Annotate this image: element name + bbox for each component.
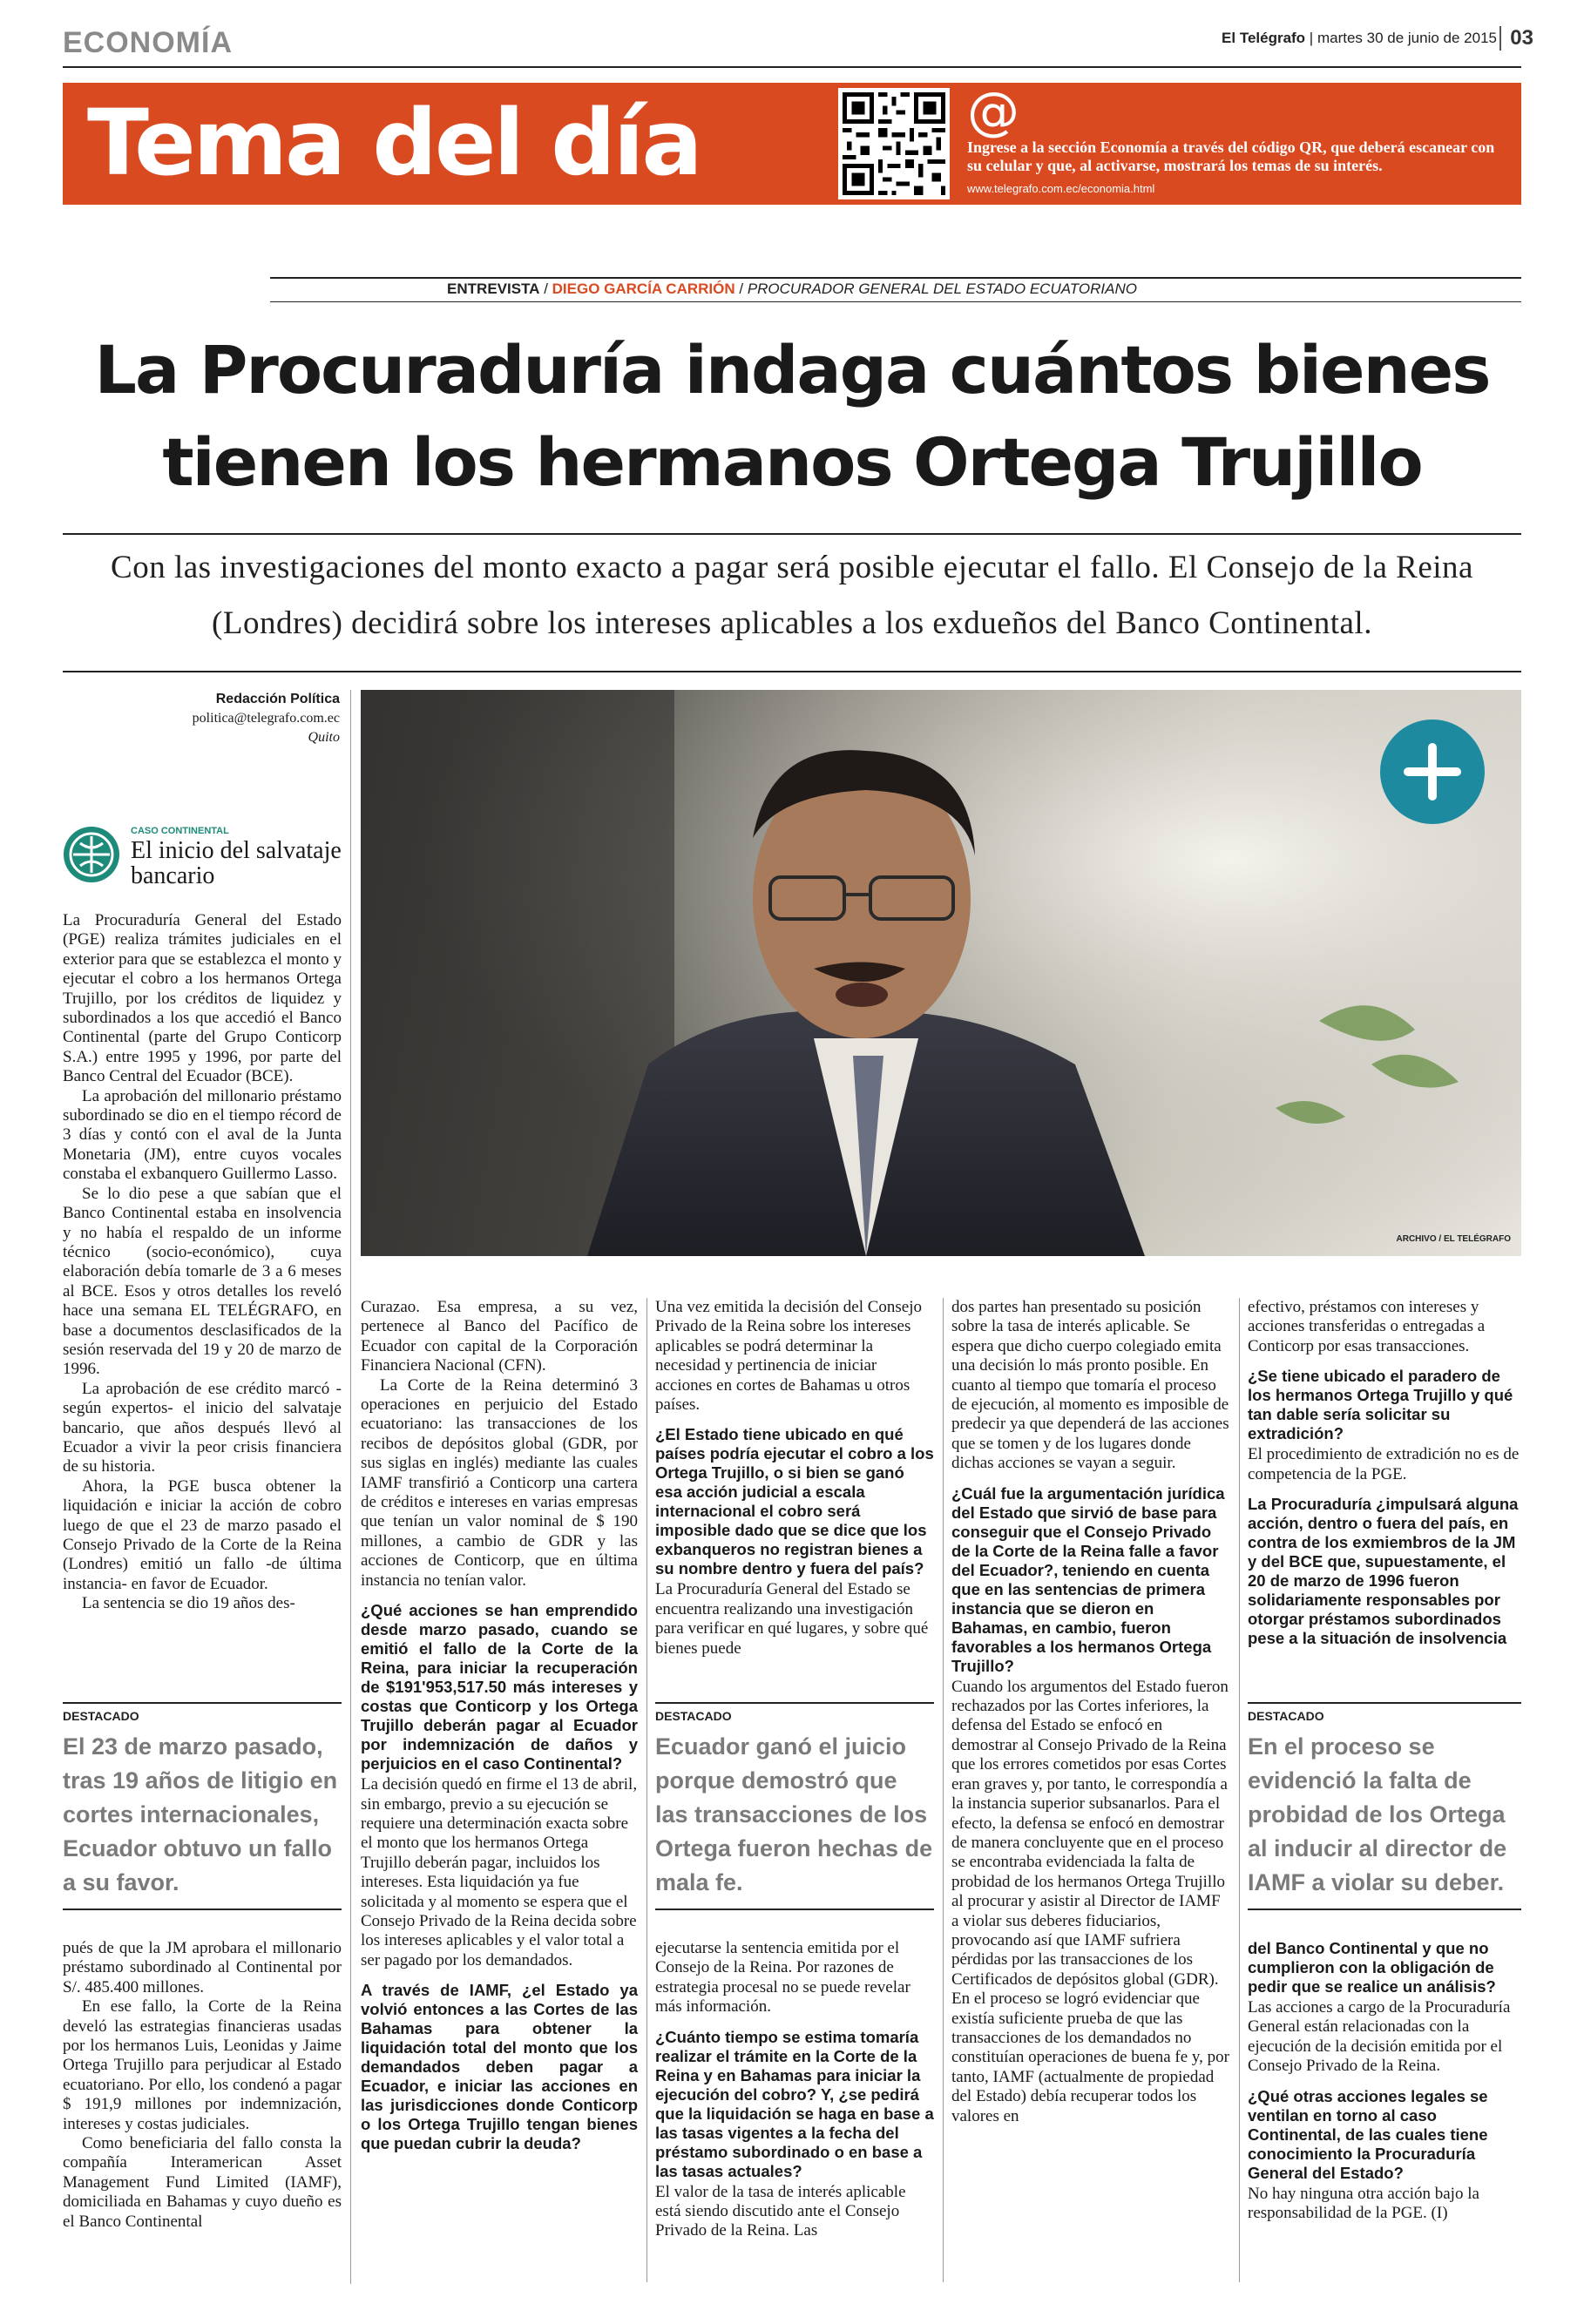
sidebar-kicker: CASO CONTINENTAL <box>131 826 229 836</box>
banner-title: Tema del día <box>87 90 701 196</box>
col1-paragraph: Ahora, la PGE busca obtener la liquidación e iniciar la acción de cobro luego de que el 23 de marzo pasado el Consejo Privado de la Corte de la Reina (Londres) emitió un fallo -de última instancia- en favor de Ecuador. <box>63 1476 342 1593</box>
col5-answer: No hay ninguna otra acción bajo la responsabilidad de la PGE. (I) <box>1248 2184 1479 2223</box>
interview-photo <box>361 690 1521 1256</box>
paper-info: El Telégrafo | martes 30 de junio de 2015 <box>1222 30 1497 46</box>
col1-paragraph: Como beneficiaria del fallo consta la compañía Interamerican Asset Management Fund Limited (IAMF), domiciliada en Bahamas y cuyo dueño es el Banco Continental <box>63 2134 342 2231</box>
photo-credit: ARCHIVO / EL TELÉGRAFO <box>1396 1234 1511 1244</box>
col3-question: ¿El Estado tiene ubicado en qué países podría ejecutar el cobro a los Ortega Trujillo, o si bien se ganó esa acción judicial a escala internacional el cobro será imposible dado que se dice que los exbanqueros no registran bienes a su nombre dentro y fuera del país? <box>655 1425 934 1578</box>
col5-answer: El procedimiento de extradición no es de competencia de la PGE. <box>1248 1445 1520 1483</box>
col1-paragraph: Se lo dio pese a que sabían que el Banco Continental estaba en insolvencia y no había el respaldo de un informe técnico (socio-económico), cuya elaboración debía tomarle de 3 a 6 meses al BCE. Esos y otros detalles los reveló hace una semana EL TELÉGRAFO, en base a documentos desclasificados de la sesión reservada del 19 y 20 de marzo de 1996. <box>63 1184 342 1379</box>
column-divider <box>350 690 351 2284</box>
col1-paragraph: En ese fallo, la Corte de la Reina develó las estrategias financieras usadas por los hermanos Luis, Leonidas y Jaime Ortega Trujillo para perjudicar al Estado ecuatoriano. Por ello, los condenó a pagar $ 191,9 millones por indemnización, intereses y costas judiciales. <box>63 1997 342 2133</box>
col5-question: ¿Qué otras acciones legales se ventilan en torno al caso Continental, de las cuales tiene conocimiento la Procuraduría General del Estado? <box>1248 2086 1488 2182</box>
pull-quote-rule <box>63 1909 342 1910</box>
col3-answer: ejecutarse la sentencia emitida por el Consejo de la Reina. Por razones de estrategia procesal no se puede revelar más información. <box>655 1939 910 2017</box>
plus-button[interactable] <box>1380 719 1485 824</box>
col5-question: del Banco Continental y que no cumplieron con la obligación de pedir que se realice un análisis? <box>1248 1939 1496 1996</box>
banner-text: Ingrese a la sección Economía a través del código QR, que deberá escanear con su celular y que, al activarse, mostrará los temas de su interés. <box>967 138 1495 174</box>
pull-quote-rule <box>655 1909 934 1910</box>
kicker-type: ENTREVISTA <box>447 280 540 297</box>
col5-paragraph: efectivo, préstamos con intereses y acciones transferidas o entregadas a Conticorp por esas transacciones. <box>1248 1298 1486 1355</box>
column-4 <box>951 1298 1230 2126</box>
sidebar-title: El inicio del salvataje bancario <box>131 837 342 889</box>
pull-quote-rule <box>1248 1909 1521 1910</box>
col2-paragraph: Curazao. Esa empresa, a su vez, pertenece al Banco del Pacífico de Ecuador con capital de la Corporación Financiera Nacional (CFN). <box>361 1298 638 1375</box>
pull-quote-text: En el proceso se evidenció la falta de probidad de los Ortega al inducir al director de IAMF a violar su deber. <box>1248 1733 1507 1895</box>
byline <box>63 690 340 747</box>
kicker-rule-bottom <box>270 301 1521 302</box>
kicker-rule-top <box>270 277 1521 279</box>
column-5 <box>1248 1298 1521 1650</box>
col3-paragraph: Una vez emitida la decisión del Consejo Privado de la Reina sobre los intereses aplicables se podrá determinar la necesidad y pertinencia de iniciar acciones en cortes de Bahamas u otros países. <box>655 1298 923 1415</box>
col4-paragraph: dos partes han presentado su posición sobre la tasa de interés aplicable. Se espera que dicho cuerpo colegiado emita una decisión lo más pronto posible. En cuanto al tiempo que tomaría el proceso de ejecución, al momento es imposible de predecir ya que dependerá de las acciones que se tomen y de los lugares donde dichas acciones se vayan a seguir. <box>951 1298 1229 1473</box>
kicker: ENTREVISTA / DIEGO GARCÍA CARRIÓN / PROCURADOR GENERAL DEL ESTADO ECUATORIANO <box>447 280 1137 297</box>
col3-answer: La Procuraduría General del Estado se encuentra realizando una investigación para verificar en qué lugares, y sobre qué bienes puede <box>655 1580 929 1658</box>
page-number: 03 <box>1499 26 1533 51</box>
dek <box>63 540 1521 652</box>
col5-question: ¿Se tiene ubicado el paradero de los hermanos Ortega Trujillo y qué tan dable sería solicitar su extradición? <box>1248 1367 1513 1443</box>
col1-paragraph: pués de que la JM aprobara el millonario préstamo subordinado al Continental por S/. 485.400 millones. <box>63 1939 342 1996</box>
column-rule <box>1239 1298 1240 2282</box>
col2-question: A través de IAMF, ¿el Estado ya volvió entonces a las Cortes de las Bahamas para obtener la liquidación total del monto que los demandados deben pagar a Ecuador, e iniciar las acciones en las jurisdicciones donde Conticorp o los Ortega Trujillo tengan bienes que puedan cubrir la deuda? <box>361 1981 638 2153</box>
headline <box>63 324 1521 509</box>
column-rule <box>943 1298 944 2282</box>
column-1-continued <box>63 1939 342 2232</box>
headline-line-1: La Procuraduría indaga cuántos bienes <box>94 331 1490 409</box>
section-name: ECONOMÍA <box>63 26 233 59</box>
col1-paragraph: La aprobación del millonario préstamo subordinado se dio en el tiempo récord de 3 días y contó con el aval de la Junta Monetaria (JM), entre cuyos vocales constaba el exbanquero Guillermo Lasso. <box>63 1086 342 1184</box>
col5-question: La Procuraduría ¿impulsará alguna acción, dentro o fuera del país, en contra de los exmiembros de la JM y del BCE que, supuestamente, el 20 de marzo de 1996 fueron solidariamente responsables por otorgar préstamos subordinados pese a la situación de insolvencia <box>1248 1495 1519 1648</box>
pull-quote-text: El 23 de marzo pasado, tras 19 años de litigio en cortes internacionales, Ecuador obtuvo un fallo a su favor. <box>63 1733 338 1895</box>
col5-answer: Las acciones a cargo de la Procuraduría General están relacionadas con la ejecución de la decisión emitida por el Consejo Privado de la Reina. <box>1248 1998 1511 2076</box>
paper-name: El Telégrafo <box>1222 30 1306 46</box>
sidebar-box <box>63 819 342 906</box>
column-3-continued <box>655 1939 934 2241</box>
kicker-person: DIEGO GARCÍA CARRIÓN <box>552 280 735 297</box>
column-2 <box>361 1298 638 2155</box>
col3-question: ¿Cuánto tiempo se estima tomaría realizar el trámite en la Corte de la Reina y en Bahamas para iniciar la ejecución del cobro? Y, ¿se pedirá que la liquidación se haga en base a las tasas vigentes a la fecha del préstamo subordinado o en base a las tasas actuales? <box>655 2027 934 2180</box>
col4-answer: En el proceso se logró evidenciar que existía suficiente prueba de que las transacciones de los demandados no constituían operaciones de buena fe y, por tanto, IAMF (actualmente de propiedad del Estado) debía recuperar todos los valores en <box>951 1990 1230 2125</box>
col2-paragraph: La Corte de la Reina determinó 3 operaciones en perjuicio del Estado ecuatoriano: las transacciones de los recibos de depósitos global (GDR, por sus siglas en inglés) mediante las cuales IAMF transfirió a Conticorp una cartera de créditos e intereses en varias empresas que tenían un valor nominal de $ 190 millones, a cambio de GDR y las acciones de Conticorp, que en última instancia no tenían valor. <box>361 1375 638 1590</box>
col4-answer: Cuando los argumentos del Estado fueron rechazados por las Cortes inferiores, la defensa del Estado se enfocó en demostrar al Consejo Privado de la Reina que los errores cometidos por esas Cortes eran graves y, por tanto, le correspondía a la instancia superior subsanarlos. Para el efecto, la defensa se enfocó en demostrar de manera concluyente que en el proceso se encontraba evidenciada la falta de probidad de los hermanos Ortega Trujillo al procurar y asistir al Director de IAMF a violar sus deberes fiduciarios, provocando así que IAMF sufriera pérdidas por las transacciones de los Certificados de depósitos global (GDR). <box>951 1677 1229 1989</box>
dek-line-1: Con las investigaciones del monto exacto a pagar será posible ejecutar el fallo. El Consejo de la Reina <box>111 550 1473 585</box>
header-rule <box>63 66 1521 68</box>
col1-pull-quote <box>63 1702 342 1910</box>
dek-rule-bottom <box>63 671 1521 672</box>
col5-pull-quote <box>1248 1702 1521 1910</box>
col4-question: ¿Cuál fue la argumentación jurídica del Estado que sirvió de base para conseguir que el Consejo Privado de la Corte de la Reina falle a favor del Ecuador?, teniendo en cuenta que en las sentencias de primera instancia que se dieron en Bahamas, en cambio, fueron favorables a los hermanos Ortega Trujillo? <box>951 1483 1225 1675</box>
pull-quote-label: DESTACADO <box>63 1702 342 1723</box>
col2-answer: La decisión quedó en firme el 13 de abril, sin embargo, previo a su ejecución se requiere una determinación exacta sobre el monto que los hermanos Ortega Trujillo deberán pagar, incluidos los intereses. Esta liquidación ya fue solicitada y al momento se espera que el Consejo Privado de la Reina decida sobre los intereses aplicables y el valor total a ser pagado por los demandados. <box>361 1775 638 1969</box>
column-5-continued <box>1248 1939 1521 2223</box>
caso-continental-logo-icon <box>63 826 120 883</box>
issue-date: martes 30 de junio de 2015 <box>1317 30 1497 46</box>
dek-rule-top <box>63 533 1521 535</box>
byline-desk: Redacción Política <box>215 692 340 706</box>
pull-quote-label: DESTACADO <box>1248 1702 1521 1723</box>
col1-paragraph: La aprobación de ese crédito marcó -según expertos- el inicio del salvataje bancario, que años después llevó al Ecuador a vivir la peor crisis financiera de su historia. <box>63 1379 342 1476</box>
tema-del-dia-banner <box>63 83 1521 205</box>
pull-quote-text: Ecuador ganó el juicio porque demostró que las transacciones de los Ortega fueron hechas de mala fe. <box>655 1733 933 1895</box>
at-icon: @ <box>967 81 1019 142</box>
col2-question: ¿Qué acciones se han emprendido desde marzo pasado, cuando se emitió el fallo de la Corte de la Reina, para iniciar la recuperación de $191'953,517.50 más intereses y costas que Conticorp y los Ortega Trujillo deberán pagar al Ecuador por indemnización de daños y perjuicios en el caso Continental? <box>361 1601 638 1773</box>
col3-pull-quote <box>655 1702 934 1910</box>
plus-icon <box>1380 719 1485 824</box>
byline-email[interactable]: politica@telegrafo.com.ec <box>192 711 340 726</box>
pull-quote-label: DESTACADO <box>655 1702 934 1723</box>
col3-answer: El valor de la tasa de interés aplicable está siendo discutido ante el Consejo Privado de la Reina. Las <box>655 2182 906 2240</box>
byline-city: Quito <box>308 730 340 745</box>
col1-paragraph: La sentencia se dio 19 años des- <box>82 1594 295 1613</box>
col1-paragraph: La Procuraduría General del Estado (PGE) realiza trámites judiciales en el exterior para que se establezca el monto y ejecutar el cobro a los hermanos Ortega Trujillo, por los créditos de liquidez y subordinados a los que accedió el Banco Continental (parte del Grupo Conticorp S.A.) entre 1995 y 1996, por parte del Banco Central del Ecuador (BCE). <box>63 911 342 1086</box>
column-rule <box>646 1298 647 2282</box>
dek-line-2: (Londres) decidirá sobre los intereses aplicables a los exdueños del Banco Continental. <box>212 605 1372 641</box>
banner-url[interactable]: www.telegrafo.com.ec/economia.html <box>967 182 1155 195</box>
kicker-role: PROCURADOR GENERAL DEL ESTADO ECUATORIANO <box>747 280 1137 297</box>
headline-line-2: tienen los hermanos Ortega Trujillo <box>162 423 1422 501</box>
column-3 <box>655 1298 934 1659</box>
photo-illustration <box>361 690 1521 1256</box>
qr-code-icon[interactable] <box>838 88 950 199</box>
column-1 <box>63 911 342 1614</box>
